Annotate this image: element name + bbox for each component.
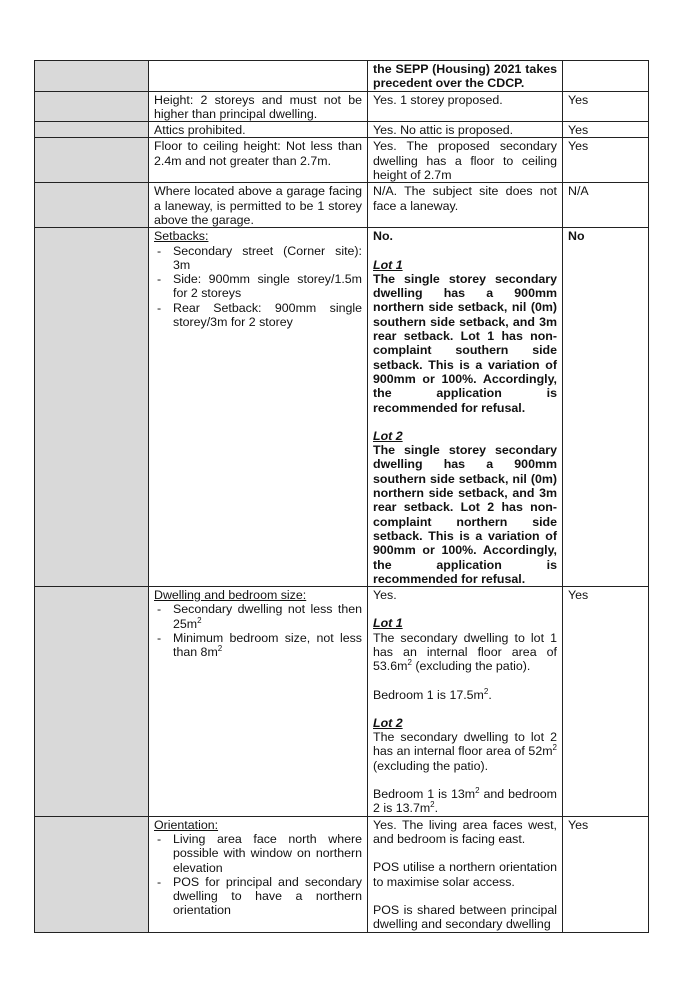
list-item: - Side: 900mm single storey/1.5m for 2 storeys: [154, 272, 362, 301]
section-cell: [35, 91, 149, 122]
control-heading: Setbacks:: [154, 229, 209, 244]
control-list: [154, 244, 362, 330]
section-cell: [35, 122, 149, 138]
control-cell: [149, 587, 368, 817]
comment-cell: Yes. Lot 1 The secondary dwelling to lot 1 has an internal floor area of $53.6m^2$ (excluding the patio). Bedroom 1 is $17.5m^2$. Lot 2 The secondary dwelling to lot 2 has an internal floor area of $52m^2$ (excluding the patio). Bedroom 1 is $13m^2$ and bedroom 2 is $13.7m^2$.: [368, 587, 563, 817]
lot-label: Lot 1: [373, 616, 403, 631]
comment-cell: No. Lot 1 The single storey secondary dwelling has a 900mm northern side setback, nil (0m) southern side setback, and 3m rear setback. Lot 1 has non-complaint southern side setback. This is a variation of 900mm or 100%. Accordingly, the application is recommended for refusal. Lot 2 The single storey secondary dwelling has a 900mm southern side setback, nil (0m) northern side setback, and 3m rear setback. Lot 2 has non-complaint northern side setback. This is a variation of 900mm or 100%. Accordingly, the application is recommended for refusal.: [368, 228, 563, 587]
section-cell: [35, 587, 149, 817]
control-cell: Floor to ceiling height: Not less than 2.4m and not greater than 2.7m.: [149, 138, 368, 183]
compliance-cell: Yes: [563, 816, 649, 932]
list-item: - Rear Setback: 900mm single storey/3m for 2 storey: [154, 301, 362, 330]
comment-cell: N/A. The subject site does not face a laneway.: [368, 183, 563, 228]
comment-cell: Yes. The proposed secondary dwelling has a floor to ceiling height of 2.7m: [368, 138, 563, 183]
table-row: [35, 91, 649, 122]
control-list: [154, 602, 362, 659]
list-item: - Living area face north where possible with window on northern elevation: [154, 832, 362, 875]
control-cell: Height: 2 storeys and must not be higher than principal dwelling.: [149, 91, 368, 122]
control-cell: Where located above a garage facing a laneway, is permitted to be 1 storey above the garage.: [149, 183, 368, 228]
table-row: [35, 138, 649, 183]
section-cell: [35, 816, 149, 932]
control-list: [154, 832, 362, 918]
control-cell: [149, 816, 368, 932]
compliance-cell: Yes: [563, 587, 649, 817]
control-cell: [149, 61, 368, 92]
table-row: [35, 228, 649, 587]
table-row: [35, 183, 649, 228]
control-cell: [149, 228, 368, 587]
section-cell: [35, 61, 149, 92]
table-row: [35, 587, 649, 817]
comment-cell: Yes. The living area faces west, and bedroom is facing east. POS utilise a northern orientation to maximise solar access. POS is shared between principal dwelling and secondary dwelling: [368, 816, 563, 932]
list-item: - POS for principal and secondary dwelling to have a northern orientation: [154, 875, 362, 918]
section-cell: [35, 183, 149, 228]
comment-cell: Yes. 1 storey proposed.: [368, 91, 563, 122]
assessment-table: [34, 60, 649, 933]
compliance-cell: No: [563, 228, 649, 587]
list-item: - Secondary street (Corner site): 3m: [154, 244, 362, 273]
lot-label: Lot 2: [373, 428, 403, 443]
list-item: - Secondary dwelling not less then $25m^2$: [154, 602, 362, 631]
section-cell: [35, 228, 149, 587]
compliance-cell: Yes: [563, 138, 649, 183]
comment-cell: Yes. No attic is proposed.: [368, 122, 563, 138]
compliance-cell: Yes: [563, 122, 649, 138]
control-heading: Orientation:: [154, 817, 219, 832]
lot-label: Lot 2: [373, 715, 403, 730]
table-row: [35, 122, 649, 138]
control-heading: Dwelling and bedroom size:: [154, 588, 307, 603]
section-cell: [35, 138, 149, 183]
table-row: [35, 61, 649, 92]
compliance-cell: N/A: [563, 183, 649, 228]
lot-label: Lot 1: [373, 257, 403, 272]
list-item: - Minimum bedroom size, not less than $8m^2$: [154, 631, 362, 660]
control-cell: Attics prohibited.: [149, 122, 368, 138]
compliance-cell: [563, 61, 649, 92]
compliance-cell: Yes: [563, 91, 649, 122]
comment-cell: the SEPP (Housing) 2021 takes precedent over the CDCP.: [368, 61, 563, 92]
table-row: [35, 816, 649, 932]
